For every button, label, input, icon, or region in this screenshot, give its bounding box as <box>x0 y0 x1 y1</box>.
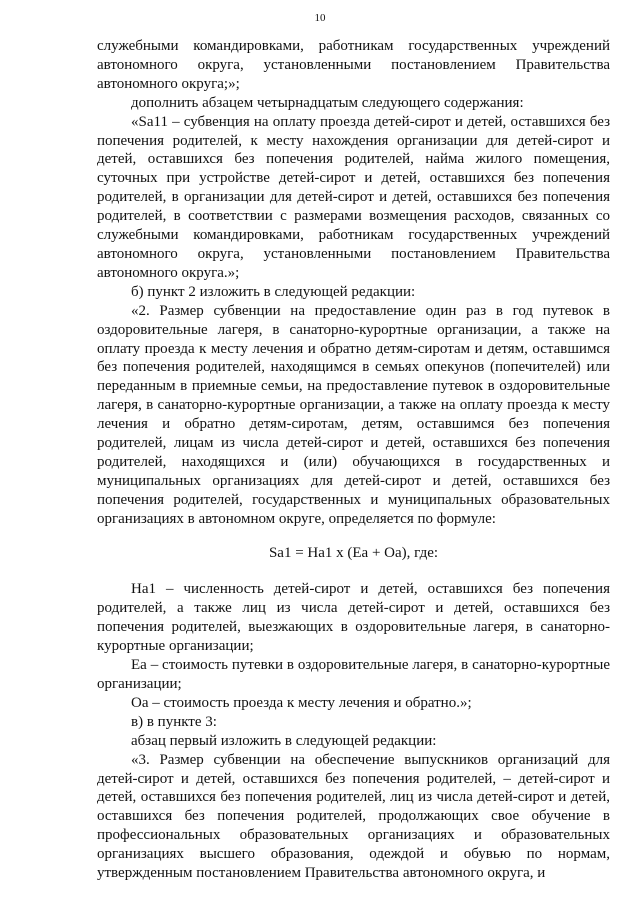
paragraph-sa11-definition: «Sa11 – субвенция на оплату проезда детей-сирот и детей, оставшихся без попечения родителей, к месту нахождения организации для детей-сирот и детей, оставшихся без попечения родителей, найма жилого помещения, суточных при устройстве детей-сирот и детей, оставшихся без попечения родителей, в организации для детей-сирот и детей, оставшихся без попечения родителей, в соответствии с размерами возмещения расходов, связанных со служебными командировками, работникам государственных учреждений автономного округа, установленными постановлением Правительства автономного округа.»; <box>97 113 610 281</box>
formula: Sa1 = Ha1 x (Ea + Oa), где: <box>268 544 439 561</box>
definition-oa: Oa – стоимость проезда к месту лечения и обратно.»; <box>131 694 472 711</box>
page-number: 10 <box>314 12 326 24</box>
paragraph-point-3: «3. Размер субвенции на обеспечение выпускников организаций для детей-сирот и детей, оставшихся без попечения родителей, – детей-сирот и детей, оставшихся без попечения родителей, лиц из числа детей-сирот и детей, оставшихся без попечения родителей, продолжающих свое обучение в профессиональных образовательных организациях и образовательных организациях высшего образования, одеждой и обувью по нормам, утвержденным постановлением Правительства автономного округа, и <box>97 751 610 882</box>
paragraph-point-2: «2. Размер субвенции на предоставление один раз в год путевок в оздоровительные лагеря, в санаторно-курортные организации, а также на оплату проезда к месту лечения и обратно детям-сиротам и детям, оставшимся без попечения родителей, находящимся в семьях опекунов (попечителей) или переданным в приемные семьи, на предоставление путевок в оздоровительные лагеря, в санаторно-курортные организации, а также на оплату проезда к месту лечения и обратно детям-сиротам, детям, оставшимся без попечения родителей, лицам из числа детей-сирот и детей, оставшихся без попечения родителей, находящихся и (или) обучающихся в государственных и муниципальных организациях для детей-сирот и детей, оставшихся без попечения родителей, государственных и муниципальных образовательных организациях в автономном округе, определяется по формуле: <box>97 302 610 527</box>
definition-ea: Ea – стоимость путевки в оздоровительные лагеря, в санаторно-курортные организации; <box>97 657 610 692</box>
paragraph-item-b: б) пункт 2 изложить в следующей редакции: <box>131 283 416 300</box>
paragraph-amendment-intro: дополнить абзацем четырнадцатым следующего содержания: <box>131 94 524 111</box>
paragraph-first-para-intro: абзац первый изложить в следующей редакции: <box>131 732 437 749</box>
document-body <box>97 37 610 883</box>
definition-ha1: Ha1 – численность детей-сирот и детей, оставшихся без попечения родителей, а также лиц из числа детей-сирот и детей, оставшихся без попечения родителей, выезжающих в оздоровительные лагеря, в санаторно-курортные организации; <box>97 581 610 655</box>
paragraph-item-v: в) в пункте 3: <box>131 713 217 730</box>
paragraph-continuation: служебными командировками, работникам государственных учреждений автономного округа, установленными постановлением Правительства автономного округа;»; <box>97 38 610 92</box>
